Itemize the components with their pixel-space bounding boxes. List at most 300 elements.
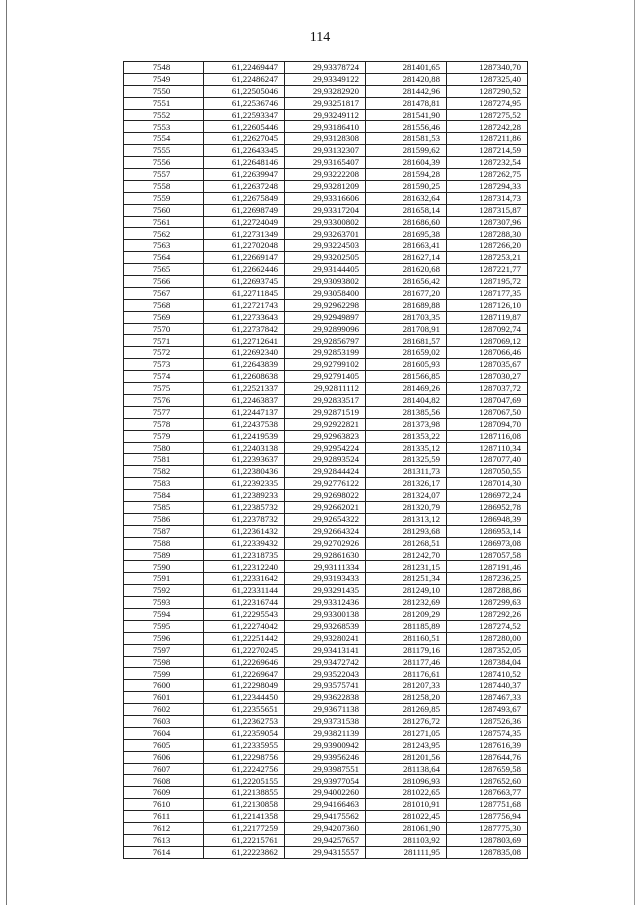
x-coordinate-cell: 281010,91 [366, 799, 447, 811]
point-number-cell: 7579 [124, 430, 204, 442]
latitude-cell: 61,22692340 [204, 347, 285, 359]
table-row [124, 335, 528, 347]
y-coordinate-cell: 1287756,94 [447, 811, 528, 823]
table-row [124, 692, 528, 704]
y-coordinate-cell: 1287177,35 [447, 287, 528, 299]
point-number-cell: 7569 [124, 311, 204, 323]
point-number-cell: 7597 [124, 644, 204, 656]
table-row [124, 585, 528, 597]
longitude-cell: 29,94207360 [285, 823, 366, 835]
latitude-cell: 61,22385732 [204, 501, 285, 513]
x-coordinate-cell: 281420,88 [366, 73, 447, 85]
y-coordinate-cell: 1286972,24 [447, 490, 528, 502]
latitude-cell: 61,22419539 [204, 430, 285, 442]
longitude-cell: 29,93132307 [285, 145, 366, 157]
latitude-cell: 61,22177259 [204, 823, 285, 835]
longitude-cell: 29,93956246 [285, 751, 366, 763]
x-coordinate-cell: 281268,51 [366, 537, 447, 549]
y-coordinate-cell: 1287410,52 [447, 668, 528, 680]
point-number-cell: 7559 [124, 192, 204, 204]
x-coordinate-cell: 281401,65 [366, 62, 447, 74]
x-coordinate-cell: 281656,42 [366, 276, 447, 288]
latitude-cell: 61,22643839 [204, 359, 285, 371]
point-number-cell: 7583 [124, 478, 204, 490]
point-number-cell: 7584 [124, 490, 204, 502]
x-coordinate-cell: 281209,29 [366, 608, 447, 620]
table-row [124, 252, 528, 264]
x-coordinate-cell: 281276,72 [366, 715, 447, 727]
table-row [124, 406, 528, 418]
point-number-cell: 7555 [124, 145, 204, 157]
y-coordinate-cell: 1287652,60 [447, 775, 528, 787]
latitude-cell: 61,22721743 [204, 299, 285, 311]
longitude-cell: 29,93202505 [285, 252, 366, 264]
latitude-cell: 61,22215761 [204, 834, 285, 846]
y-coordinate-cell: 1287775,30 [447, 823, 528, 835]
x-coordinate-cell: 281320,79 [366, 501, 447, 513]
y-coordinate-cell: 1286973,08 [447, 537, 528, 549]
y-coordinate-cell: 1287663,77 [447, 787, 528, 799]
x-coordinate-cell: 281242,70 [366, 549, 447, 561]
point-number-cell: 7549 [124, 73, 204, 85]
table-row [124, 192, 528, 204]
table-row [124, 311, 528, 323]
latitude-cell: 61,22269647 [204, 668, 285, 680]
x-coordinate-cell: 281269,85 [366, 704, 447, 716]
point-number-cell: 7600 [124, 680, 204, 692]
table-row [124, 608, 528, 620]
latitude-cell: 61,22627045 [204, 133, 285, 145]
x-coordinate-cell: 281160,51 [366, 632, 447, 644]
point-number-cell: 7610 [124, 799, 204, 811]
longitude-cell: 29,93317204 [285, 204, 366, 216]
point-number-cell: 7574 [124, 371, 204, 383]
latitude-cell: 61,22505046 [204, 85, 285, 97]
y-coordinate-cell: 1287030,27 [447, 371, 528, 383]
point-number-cell: 7570 [124, 323, 204, 335]
x-coordinate-cell: 281442,96 [366, 85, 447, 97]
x-coordinate-cell: 281469,26 [366, 383, 447, 395]
x-coordinate-cell: 281599,62 [366, 145, 447, 157]
table-row [124, 62, 528, 74]
x-coordinate-cell: 281293,68 [366, 525, 447, 537]
table-row [124, 597, 528, 609]
point-number-cell: 7603 [124, 715, 204, 727]
x-coordinate-cell: 281258,20 [366, 692, 447, 704]
table-row [124, 478, 528, 490]
point-number-cell: 7582 [124, 466, 204, 478]
x-coordinate-cell: 281176,61 [366, 668, 447, 680]
latitude-cell: 61,22669147 [204, 252, 285, 264]
x-coordinate-cell: 281686,60 [366, 216, 447, 228]
longitude-cell: 29,93128308 [285, 133, 366, 145]
longitude-cell: 29,93291435 [285, 585, 366, 597]
point-number-cell: 7580 [124, 442, 204, 454]
table-row [124, 418, 528, 430]
longitude-cell: 29,94175562 [285, 811, 366, 823]
point-number-cell: 7613 [124, 834, 204, 846]
table-row [124, 644, 528, 656]
point-number-cell: 7593 [124, 597, 204, 609]
x-coordinate-cell: 281478,81 [366, 97, 447, 109]
table-row [124, 264, 528, 276]
x-coordinate-cell: 281179,16 [366, 644, 447, 656]
y-coordinate-cell: 1286952,78 [447, 501, 528, 513]
x-coordinate-cell: 281201,56 [366, 751, 447, 763]
table-row [124, 811, 528, 823]
latitude-cell: 61,22702048 [204, 240, 285, 252]
longitude-cell: 29,93058400 [285, 287, 366, 299]
y-coordinate-cell: 1287340,70 [447, 62, 528, 74]
y-coordinate-cell: 1287050,55 [447, 466, 528, 478]
y-coordinate-cell: 1287275,52 [447, 109, 528, 121]
point-number-cell: 7553 [124, 121, 204, 133]
y-coordinate-cell: 1287126,10 [447, 299, 528, 311]
longitude-cell: 29,93165407 [285, 157, 366, 169]
latitude-cell: 61,22359054 [204, 727, 285, 739]
latitude-cell: 61,22298756 [204, 751, 285, 763]
longitude-cell: 29,92776122 [285, 478, 366, 490]
point-number-cell: 7605 [124, 739, 204, 751]
latitude-cell: 61,22251442 [204, 632, 285, 644]
table-row [124, 620, 528, 632]
x-coordinate-cell: 281663,41 [366, 240, 447, 252]
longitude-cell: 29,92702926 [285, 537, 366, 549]
table-row [124, 680, 528, 692]
y-coordinate-cell: 1287493,67 [447, 704, 528, 716]
latitude-cell: 61,22389233 [204, 490, 285, 502]
x-coordinate-cell: 281177,46 [366, 656, 447, 668]
longitude-cell: 29,93472742 [285, 656, 366, 668]
latitude-cell: 61,22698749 [204, 204, 285, 216]
longitude-cell: 29,92856797 [285, 335, 366, 347]
latitude-cell: 61,22331144 [204, 585, 285, 597]
latitude-cell: 61,22205155 [204, 775, 285, 787]
x-coordinate-cell: 281373,98 [366, 418, 447, 430]
y-coordinate-cell: 1287266,20 [447, 240, 528, 252]
y-coordinate-cell: 1287274,95 [447, 97, 528, 109]
latitude-cell: 61,22361432 [204, 525, 285, 537]
latitude-cell: 61,22724049 [204, 216, 285, 228]
longitude-cell: 29,93251817 [285, 97, 366, 109]
x-coordinate-cell: 281231,15 [366, 561, 447, 573]
point-number-cell: 7562 [124, 228, 204, 240]
longitude-cell: 29,92853199 [285, 347, 366, 359]
table-row [124, 466, 528, 478]
latitude-cell: 61,22469447 [204, 62, 285, 74]
x-coordinate-cell: 281353,22 [366, 430, 447, 442]
table-row [124, 204, 528, 216]
longitude-cell: 29,93300802 [285, 216, 366, 228]
latitude-cell: 61,22437538 [204, 418, 285, 430]
longitude-cell: 29,93731538 [285, 715, 366, 727]
y-coordinate-cell: 1287299,63 [447, 597, 528, 609]
longitude-cell: 29,92664324 [285, 525, 366, 537]
table-row [124, 668, 528, 680]
point-number-cell: 7598 [124, 656, 204, 668]
x-coordinate-cell: 281632,64 [366, 192, 447, 204]
x-coordinate-cell: 281620,68 [366, 264, 447, 276]
table-row [124, 739, 528, 751]
point-number-cell: 7551 [124, 97, 204, 109]
point-number-cell: 7589 [124, 549, 204, 561]
y-coordinate-cell: 1287067,50 [447, 406, 528, 418]
longitude-cell: 29,93671138 [285, 704, 366, 716]
table-row [124, 537, 528, 549]
point-number-cell: 7587 [124, 525, 204, 537]
table-row [124, 240, 528, 252]
y-coordinate-cell: 1287288,86 [447, 585, 528, 597]
point-number-cell: 7563 [124, 240, 204, 252]
point-number-cell: 7565 [124, 264, 204, 276]
latitude-cell: 61,22130858 [204, 799, 285, 811]
x-coordinate-cell: 281708,91 [366, 323, 447, 335]
y-coordinate-cell: 1287035,67 [447, 359, 528, 371]
table-row [124, 85, 528, 97]
table-row [124, 299, 528, 311]
y-coordinate-cell: 1287659,58 [447, 763, 528, 775]
longitude-cell: 29,93413141 [285, 644, 366, 656]
x-coordinate-cell: 281207,33 [366, 680, 447, 692]
table-row [124, 133, 528, 145]
latitude-cell: 61,22355651 [204, 704, 285, 716]
y-coordinate-cell: 1287574,35 [447, 727, 528, 739]
table-row [124, 834, 528, 846]
point-number-cell: 7572 [124, 347, 204, 359]
point-number-cell: 7601 [124, 692, 204, 704]
point-number-cell: 7607 [124, 763, 204, 775]
x-coordinate-cell: 281556,46 [366, 121, 447, 133]
longitude-cell: 29,93987551 [285, 763, 366, 775]
latitude-cell: 61,22463837 [204, 394, 285, 406]
y-coordinate-cell: 1287066,46 [447, 347, 528, 359]
table-row [124, 394, 528, 406]
point-number-cell: 7552 [124, 109, 204, 121]
table-row [124, 347, 528, 359]
latitude-cell: 61,22733643 [204, 311, 285, 323]
latitude-cell: 61,22639947 [204, 169, 285, 181]
point-number-cell: 7568 [124, 299, 204, 311]
longitude-cell: 29,93312436 [285, 597, 366, 609]
y-coordinate-cell: 1287014,30 [447, 478, 528, 490]
x-coordinate-cell: 281326,17 [366, 478, 447, 490]
x-coordinate-cell: 281590,25 [366, 180, 447, 192]
point-number-cell: 7560 [124, 204, 204, 216]
y-coordinate-cell: 1287292,26 [447, 608, 528, 620]
latitude-cell: 61,22447137 [204, 406, 285, 418]
x-coordinate-cell: 281249,10 [366, 585, 447, 597]
table-row [124, 656, 528, 668]
longitude-cell: 29,92949897 [285, 311, 366, 323]
table-row [124, 632, 528, 644]
latitude-cell: 61,22316744 [204, 597, 285, 609]
x-coordinate-cell: 281325,59 [366, 454, 447, 466]
x-coordinate-cell: 281605,93 [366, 359, 447, 371]
latitude-cell: 61,22331642 [204, 573, 285, 585]
table-row [124, 561, 528, 573]
table-row [124, 180, 528, 192]
point-number-cell: 7590 [124, 561, 204, 573]
point-number-cell: 7550 [124, 85, 204, 97]
table-row [124, 442, 528, 454]
y-coordinate-cell: 1287116,08 [447, 430, 528, 442]
longitude-cell: 29,94315557 [285, 846, 366, 858]
longitude-cell: 29,93093802 [285, 276, 366, 288]
x-coordinate-cell: 281566,85 [366, 371, 447, 383]
point-number-cell: 7556 [124, 157, 204, 169]
latitude-cell: 61,22693745 [204, 276, 285, 288]
y-coordinate-cell: 1287290,52 [447, 85, 528, 97]
latitude-cell: 61,22339432 [204, 537, 285, 549]
y-coordinate-cell: 1287384,04 [447, 656, 528, 668]
x-coordinate-cell: 281271,05 [366, 727, 447, 739]
latitude-cell: 61,22643345 [204, 145, 285, 157]
longitude-cell: 29,93378724 [285, 62, 366, 74]
longitude-cell: 29,93622838 [285, 692, 366, 704]
point-number-cell: 7567 [124, 287, 204, 299]
longitude-cell: 29,92954224 [285, 442, 366, 454]
table-row [124, 573, 528, 585]
latitude-cell: 61,22298049 [204, 680, 285, 692]
table-row [124, 513, 528, 525]
x-coordinate-cell: 281324,07 [366, 490, 447, 502]
latitude-cell: 61,22335955 [204, 739, 285, 751]
point-number-cell: 7548 [124, 62, 204, 74]
latitude-cell: 61,22662446 [204, 264, 285, 276]
point-number-cell: 7581 [124, 454, 204, 466]
longitude-cell: 29,92922821 [285, 418, 366, 430]
latitude-cell: 61,22536746 [204, 97, 285, 109]
longitude-cell: 29,93224503 [285, 240, 366, 252]
table-row [124, 121, 528, 133]
y-coordinate-cell: 1287191,46 [447, 561, 528, 573]
page-left-edge [6, 0, 7, 905]
point-number-cell: 7609 [124, 787, 204, 799]
latitude-cell: 61,22295543 [204, 608, 285, 620]
x-coordinate-cell: 281103,92 [366, 834, 447, 846]
longitude-cell: 29,94002260 [285, 787, 366, 799]
point-number-cell: 7558 [124, 180, 204, 192]
longitude-cell: 29,94257657 [285, 834, 366, 846]
x-coordinate-cell: 281541,90 [366, 109, 447, 121]
latitude-cell: 61,22223862 [204, 846, 285, 858]
y-coordinate-cell: 1287325,40 [447, 73, 528, 85]
latitude-cell: 61,22318735 [204, 549, 285, 561]
longitude-cell: 29,93144405 [285, 264, 366, 276]
point-number-cell: 7564 [124, 252, 204, 264]
table-row [124, 704, 528, 716]
y-coordinate-cell: 1287440,37 [447, 680, 528, 692]
point-number-cell: 7586 [124, 513, 204, 525]
x-coordinate-cell: 281096,93 [366, 775, 447, 787]
y-coordinate-cell: 1287057,58 [447, 549, 528, 561]
latitude-cell: 61,22270245 [204, 644, 285, 656]
x-coordinate-cell: 281581,53 [366, 133, 447, 145]
point-number-cell: 7594 [124, 608, 204, 620]
y-coordinate-cell: 1286953,14 [447, 525, 528, 537]
y-coordinate-cell: 1287092,74 [447, 323, 528, 335]
longitude-cell: 29,92893524 [285, 454, 366, 466]
point-number-cell: 7566 [124, 276, 204, 288]
y-coordinate-cell: 1287110,34 [447, 442, 528, 454]
table-row [124, 145, 528, 157]
x-coordinate-cell: 281251,34 [366, 573, 447, 585]
point-number-cell: 7578 [124, 418, 204, 430]
y-coordinate-cell: 1287288,30 [447, 228, 528, 240]
point-number-cell: 7554 [124, 133, 204, 145]
y-coordinate-cell: 1287751,68 [447, 799, 528, 811]
y-coordinate-cell: 1287274,52 [447, 620, 528, 632]
table-row [124, 430, 528, 442]
longitude-cell: 29,93222208 [285, 169, 366, 181]
latitude-cell: 61,22393637 [204, 454, 285, 466]
x-coordinate-cell: 281703,35 [366, 311, 447, 323]
longitude-cell: 29,93282920 [285, 85, 366, 97]
y-coordinate-cell: 1287253,21 [447, 252, 528, 264]
latitude-cell: 61,22380436 [204, 466, 285, 478]
y-coordinate-cell: 1287526,36 [447, 715, 528, 727]
latitude-cell: 61,22605446 [204, 121, 285, 133]
table-row [124, 359, 528, 371]
y-coordinate-cell: 1287037,72 [447, 383, 528, 395]
point-number-cell: 7577 [124, 406, 204, 418]
table-row [124, 287, 528, 299]
longitude-cell: 29,93900942 [285, 739, 366, 751]
point-number-cell: 7571 [124, 335, 204, 347]
y-coordinate-cell: 1287307,96 [447, 216, 528, 228]
point-number-cell: 7595 [124, 620, 204, 632]
x-coordinate-cell: 281061,90 [366, 823, 447, 835]
latitude-cell: 61,22138855 [204, 787, 285, 799]
longitude-cell: 29,92698022 [285, 490, 366, 502]
x-coordinate-cell: 281385,56 [366, 406, 447, 418]
latitude-cell: 61,22486247 [204, 73, 285, 85]
latitude-cell: 61,22242756 [204, 763, 285, 775]
longitude-cell: 29,93249112 [285, 109, 366, 121]
y-coordinate-cell: 1287352,05 [447, 644, 528, 656]
latitude-cell: 61,22403138 [204, 442, 285, 454]
y-coordinate-cell: 1287069,12 [447, 335, 528, 347]
x-coordinate-cell: 281658,14 [366, 204, 447, 216]
longitude-cell: 29,93281209 [285, 180, 366, 192]
point-number-cell: 7561 [124, 216, 204, 228]
x-coordinate-cell: 281677,20 [366, 287, 447, 299]
table-row [124, 715, 528, 727]
table-row [124, 775, 528, 787]
table-row [124, 323, 528, 335]
longitude-cell: 29,92963823 [285, 430, 366, 442]
y-coordinate-cell: 1287214,59 [447, 145, 528, 157]
longitude-cell: 29,93268539 [285, 620, 366, 632]
latitude-cell: 61,22521337 [204, 383, 285, 395]
latitude-cell: 61,22737842 [204, 323, 285, 335]
table-row [124, 371, 528, 383]
longitude-cell: 29,93300138 [285, 608, 366, 620]
point-number-cell: 7591 [124, 573, 204, 585]
y-coordinate-cell: 1287242,28 [447, 121, 528, 133]
y-coordinate-cell: 1287119,87 [447, 311, 528, 323]
point-number-cell: 7576 [124, 394, 204, 406]
point-number-cell: 7592 [124, 585, 204, 597]
y-coordinate-cell: 1287835,08 [447, 846, 528, 858]
x-coordinate-cell: 281659,02 [366, 347, 447, 359]
y-coordinate-cell: 1287644,76 [447, 751, 528, 763]
longitude-cell: 29,93186410 [285, 121, 366, 133]
latitude-cell: 61,22648146 [204, 157, 285, 169]
longitude-cell: 29,92799102 [285, 359, 366, 371]
x-coordinate-cell: 281604,39 [366, 157, 447, 169]
longitude-cell: 29,92844424 [285, 466, 366, 478]
